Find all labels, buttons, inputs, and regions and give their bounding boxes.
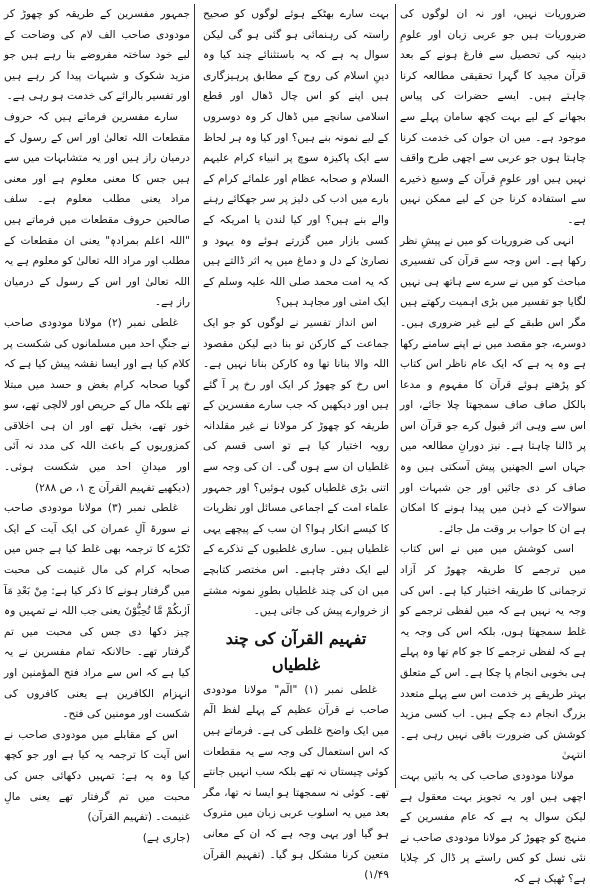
- paragraph: انہی کی ضروریات کو میں نے پیشِ نظر رکھا ہے۔ اس وجہ سے قرآن کی تفسیری مباحث کو میں نے سرے سے ہاتھ ہی نہیں لگایا جو تفسیر میں بڑی اہمیت رکھتے ہیں مگر اس طبقے کے لیے غیر ضروری ہیں۔ دوسرے، جو مقصد میں نے اپنے سامنے رکھا ہے وہ یہ ہے کہ ایک عام ناظر اس کتاب کو پڑھتے ہوئے قرآن کا مفہوم و مدعا بالکل صاف صاف سمجھتا چلا جائے، اور اس سے وہی اثر قبول کرے جو قرآن اس پر ڈالنا چاہتا ہے۔ نیز دورانِ مطالعہ میں جہاں اسے الجھنیں پیش آسکتی ہیں وہ صاف کر دی جائیں اور جن شبہات اور سوالات کے ذہن میں پیدا ہونے کا امکان ہے ان کا جواب بر وقت مل جائے۔: [400, 234, 586, 535]
- paragraph: غلطی نمبر (۳) مولانا مودودی صاحب نے سورۃ آلِ عمران کی ایک آیت کے ایک ٹکڑے کا ترجمہ بھی غلط کیا ہے جس میں صحابہ کرام کی مال غنیمت کی محبت میں گرفتار ہونے کا ذکر کیا ہے: مِنْ بَعْدِ مَآ اَرٰىكُمْ مَّا تُحِبُّوْنَ یعنی جب اللہ نے تمہیں وہ چیز دکھا دی جس کی محبت میں تم گرفتار تھے۔ حالانکہ تمام مفسرین نے یہ کیا ہے کہ اس سے مراد فتح المؤمنین اور انہزام الکافرین ہے یعنی کافروں کی شکست اور مومنین کی فتح۔: [4, 502, 190, 721]
- paragraph: ضروریات نہیں، اور نہ ان لوگوں کی ضروریات ہیں جو عربی زبان اور علومِ دینیہ کی تحصیل سے فارغ ہونے کے بعد قرآن مجید کا گہرا تحقیقی مطالعہ کرنا چاہتے ہیں۔ ایسے حضرات کی پیاس بجھانے کے لیے بہت کچھ سامان پہلے سے موجود ہے۔ میں ان جوان کی خدمت کرنا چاہتا ہوں جو عربی سے اچھی طرح واقف نہیں ہیں اور علومِ قرآن کے وسیع ذخیرے سے استفادہ کرنا جن کے لیے ممکن نہیں ہے۔: [400, 8, 586, 226]
- column-divider-right: [395, 4, 396, 788]
- paragraph: غلطی نمبر (۱) "الٓم" مولانا مودودی صاحب نے قرآن عظیم کے پہلے لفظ الٓم میں ایک واضح غلطی کی ہے۔ فرماتے ہیں کہ اس استعمال کی وجہ سے یہ مقطعات کوئی چیستاں نہ تھے بلکہ سب انہیں جانتے تھے۔ کوئی نہ سمجھتا ہو ایسا نہ تھا، مگر بعد میں یہ اسلوب عربی زبان میں متروک ہو گیا اور یہی وجہ ہے کہ ان کے معانی متعین کرنا مشکل ہو گیا۔ (تفہیم القرآن ۱/۴۹): [203, 683, 389, 882]
- column-left: [4, 4, 190, 844]
- paragraph: (جاری ہے): [142, 831, 190, 844]
- paragraph: اس انداز تفسیر نے لوگوں کو جو ایک جماعت کے کارکن تو بنا دیے لیکن مقصود اللہ والا بنانا تھا وہ کارکن بنانا نہیں ہے۔ اس رخ کو چھوڑ کر ایک اور رخ پر آ گئے ہیں اور دیکھیں کہ جب سارے مفسرین کے طریقہ کو چھوڑ کر مولانا نے غیر مقلدانہ رویہ اختیار کیا ہے تو اسی قسم کی غلطیاں ان سے ہوں گی۔ ان کی وجہ سے اتنی بڑی غلطیاں کیوں ہوئیں؟ اور جمہور علماء امت کے اجماعی مسائل اور نظریات کا کیسے انکار ہوا؟ ان سب کے پیچھے یہی غلطیاں ہیں۔ ساری غلطیوں کے تذکرے کے لیے ایک دفتر چاہیے۔ اس مختصر کتابچے میں ان کی چند غلطیاں بطورِ نمونہ مشتے از خروارے پیش کی جاتی ہیں۔: [203, 316, 389, 618]
- column-divider-left: [194, 4, 195, 788]
- paragraph: سارے مفسرین فرماتے ہیں کہ حروف مقطعات اللہ تعالیٰ اور اس کے رسول کے درمیان راز ہیں اور یہ متشابہات میں سے ہیں جس کا معنی معلوم ہے اور معنی مراد یعنی مطلب معلوم ہے۔ سلف صالحین حروف مقطعات میں فرماتے ہیں "اللہ اعلم بمرادہٖ" یعنی ان مقطعات کے مطلب اور مراد اللہ تعالیٰ کو معلوم ہے یہ اللہ تعالیٰ اور اس کے رسول کے درمیان راز ہے۔: [4, 110, 190, 309]
- paragraph: بہت سارے بھٹکے ہوئے لوگوں کو صحیح راستہ کی رہنمائی ہو گئی ہو گی لیکن سوال یہ ہے کہ یہ باستثنائے چند کیا وہ دینِ اسلام کی روح کے مطابق پرہیزگاری ہیں اپنے کو اس چال ڈھال اور قطع اسلامی سانچے میں ڈھال کر وہ دوسروں کے لیے نمونہ بنے ہیں؟ اور کیا وہ ہر لحاظ سے ایک پاکیزہ سوچ پر انبیاء کرام علیہم السلام و صحابہ عظام اور علمائے کرام کے بارے میں ادب کی دلیز پر سر جھکائے رہنے والے بنے ہیں؟ اور کیا لندن یا امریکہ کے کسی بازار میں گزرتے ہوئے وہ یہود و نصاریٰ کے دل و دماغ میں یہ اثر ڈالتے ہیں کہ یہ امت محمد صلی اللہ علیہ وسلم کے ایک امتی اور مجاہد ہیں؟: [203, 8, 389, 309]
- section-heading: تفہیم القرآن کی چند غلطیاں: [225, 628, 367, 674]
- paragraph: اس کے مقابلے میں مودودی صاحب نے اس آیت کا ترجمہ یہ کیا ہے اور جو کچھ کیا وہ یہ ہے: تمہیں دکھائی جس کی محبت میں تم گرفتار تھے یعنی مالِ غنیمت۔ (تفہیم القرآن): [4, 728, 190, 824]
- column-middle: [203, 4, 389, 882]
- paragraph: غلطی نمبر (۲) مولانا مودودی صاحب نے جنگِ احد میں مسلمانوں کی شکست پر کلام کیا ہے اور ایسا نقشہ پیش کیا ہے کہ گویا صحابہ کرام بغض و حسد میں مبتلا تھے بلکہ مال کے حریص اور لالچی تھے، سو خور تھے، بخیل تھے اور ان ہی اخلاقی کمزوریوں کے باعث اللہ کی مدد نہ آئی اور میدانِ احد میں شکست ہوئی۔ (دیکھیے تفہیم القرآن ج ۱، ص ۲۸۸): [4, 316, 190, 494]
- paragraph: مولانا مودودی صاحب کی یہ باتیں بہت اچھی ہیں اور یہ تجویز بہت معقول ہے لیکن سوال یہ ہے کہ عام مفسرین کے منہج کو چھوڑ کر مولانا مودودی صاحب نے نئی نسل کو کس راستے پر ڈال کر چلایا ہے؟ ٹھیک ہے کہ: [400, 769, 586, 885]
- column-right: [400, 4, 586, 885]
- paragraph: جمہور مفسرین کے طریقہ کو چھوڑ کر مودودی صاحب الف لام کی وضاحت کے لیے خود ساختہ مفروضے بنا رہے ہیں جو مزید شکوک و شبہات پیدا کر رہے ہیں اور تفسیر بالرائے کی خدمت ہو رہی ہے۔: [4, 8, 190, 103]
- paragraph: اسی کوشش میں میں نے اس کتاب میں ترجمے کا طریقہ چھوڑ کر آزاد ترجمانی کا طریقہ اختیار کیا ہے۔ اس کی وجہ یہ نہیں ہے کہ میں لفظی ترجمے کو غلط سمجھتا ہوں، بلکہ اس کی وجہ یہ ہے کہ لفظی ترجمے کا جو کام تھا وہ پہلے ہی بخوبی انجام پا چکا ہے۔ اس کے متعلق بہتر طریقے پر خدمت اس سے پہلے متعدد بزرگ انجام دے چکے ہیں۔ اب کسی مزید کوشش کی ضرورت باقی نہیں رہی ہے۔ انتہیٰ: [400, 543, 586, 762]
